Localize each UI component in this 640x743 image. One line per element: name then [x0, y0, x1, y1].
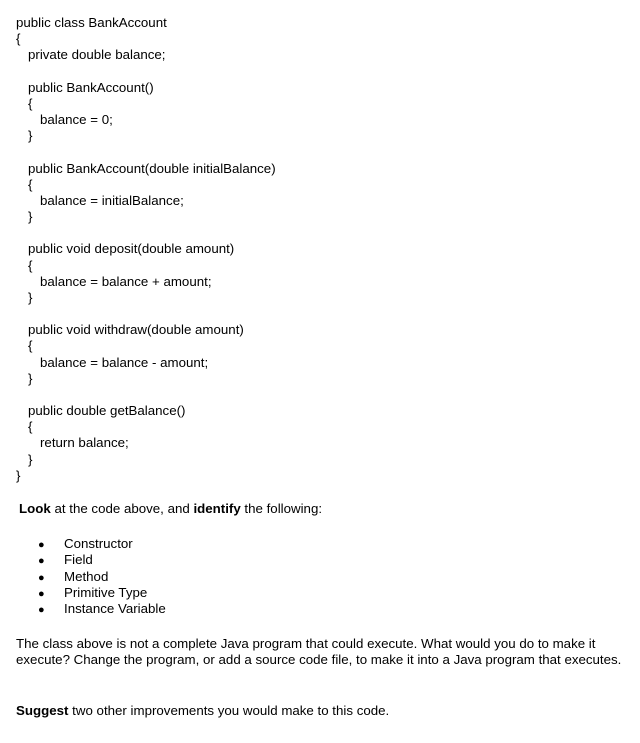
- code-line: }: [16, 467, 21, 483]
- code-line: public void deposit(double amount): [28, 241, 235, 257]
- term-label: Instance Variable: [64, 601, 166, 616]
- instruction-text-part-1: at the code above, and: [50, 501, 194, 516]
- code-line: }: [28, 128, 33, 144]
- code-line: {: [28, 257, 33, 273]
- term-list-item: [38, 601, 166, 617]
- question-paragraph: The class above is not a complete Java program that could execute. What would you do to make it execute? Change the program, or add a source code file, to make it into a Java program that executes.: [16, 636, 622, 667]
- bullet-icon: ●: [38, 604, 45, 616]
- code-line: public BankAccount(double initialBalance): [28, 160, 276, 176]
- code-line: {: [28, 95, 33, 111]
- term-list-item: [38, 536, 133, 552]
- term-list-item: [38, 585, 147, 601]
- code-line: public class BankAccount: [16, 15, 167, 30]
- instruction-text: [19, 501, 322, 517]
- code-line: balance = balance + amount;: [40, 273, 212, 289]
- term-list-item: [38, 552, 93, 568]
- code-line: private double balance;: [28, 47, 166, 63]
- code-line: return balance;: [40, 435, 129, 451]
- term-label: Field: [64, 552, 93, 568]
- bullet-icon: ●: [38, 555, 45, 568]
- code-line: }: [28, 289, 33, 305]
- code-line: public BankAccount(): [28, 79, 154, 95]
- code-line: balance = balance - amount;: [40, 354, 209, 370]
- code-line: public double getBalance(): [28, 403, 186, 419]
- code-line: public void withdraw(double amount): [28, 322, 244, 338]
- code-line: {: [28, 176, 33, 192]
- instruction-text-part-2: the following:: [240, 501, 323, 516]
- code-line: balance = initialBalance;: [40, 192, 184, 208]
- code-line: {: [28, 419, 33, 435]
- code-line: {: [28, 338, 33, 354]
- code-line: balance = 0;: [40, 112, 113, 128]
- suggest-text: [16, 703, 389, 719]
- term-label: Constructor: [64, 536, 133, 551]
- bullet-icon: ●: [38, 571, 45, 584]
- bullet-icon: ●: [38, 539, 45, 551]
- term-label: Method: [64, 568, 109, 584]
- instruction-bold-look: Look: [19, 501, 51, 516]
- suggest-rest: two other improvements you would make to this code.: [68, 703, 390, 718]
- bullet-icon: ●: [38, 587, 45, 600]
- code-line: }: [28, 209, 33, 225]
- suggest-bold: Suggest: [16, 703, 69, 718]
- term-label: Primitive Type: [64, 584, 148, 600]
- code-line: {: [16, 31, 21, 47]
- instruction-bold-identify: identify: [193, 501, 241, 516]
- code-line: }: [28, 451, 33, 467]
- term-list-item: [38, 569, 108, 585]
- code-line: }: [28, 370, 33, 386]
